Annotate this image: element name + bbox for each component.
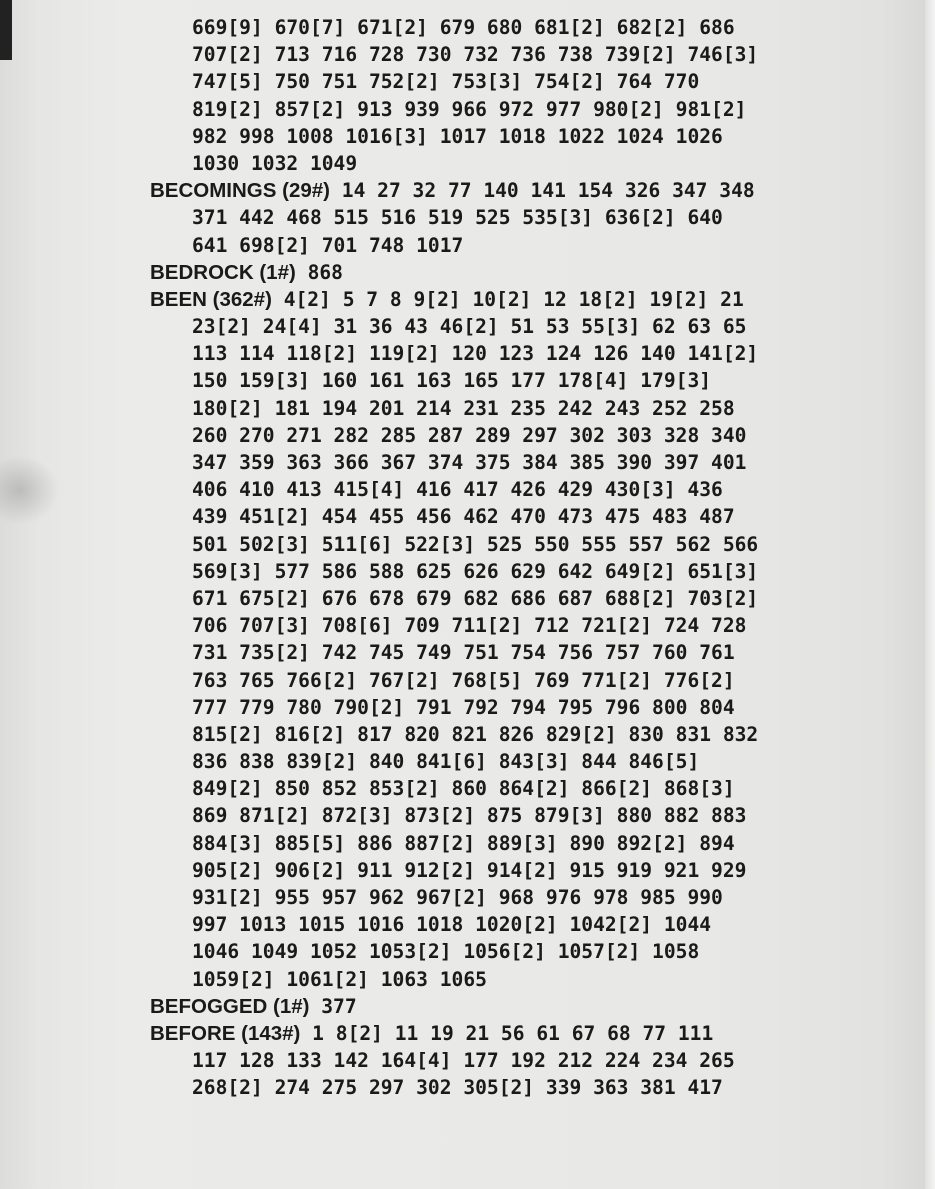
page-references: 763 765 766[2] 767[2] 768[5] 769 771[2] 776[2] (192, 668, 735, 692)
index-continuation-line (150, 204, 910, 231)
page-references: 997 1013 1015 1016 1018 1020[2] 1042[2] 1044 (192, 913, 712, 937)
page-references: 747[5] 750 751 752[2] 753[3] 754[2] 764 770 (192, 70, 700, 94)
page-references: 706 707[3] 708[6] 709 711[2] 712 721[2] 724 728 (192, 614, 747, 638)
index-continuation-line (150, 721, 910, 748)
index-continuation-line (150, 395, 910, 422)
page-references: 641 698[2] 701 748 1017 (192, 233, 464, 257)
entry-headword: BECOMINGS (29#) (150, 179, 330, 203)
page-references: 406 410 413 415[4] 416 417 426 429 430[3] 436 (192, 478, 723, 502)
index-entry-line (150, 993, 910, 1020)
page-references: 815[2] 816[2] 817 820 821 826 829[2] 830 831 832 (192, 722, 759, 746)
index-continuation-line (150, 313, 910, 340)
index-continuation-line (150, 802, 910, 829)
page-references: 268[2] 274 275 297 302 305[2] 339 363 381 417 (192, 1076, 723, 1100)
page-references: 150 159[3] 160 161 163 165 177 178[4] 179[3] (192, 369, 712, 393)
page-references: 905[2] 906[2] 911 912[2] 914[2] 915 919 921 929 (192, 858, 747, 882)
entry-headword: BEEN (362#) (150, 287, 272, 311)
page-references: 777 779 780 790[2] 791 792 794 795 796 800 804 (192, 695, 735, 719)
page-references: 707[2] 713 716 728 730 732 736 738 739[2] 746[3] (192, 43, 759, 67)
index-continuation-line (150, 966, 910, 993)
index-continuation-line (150, 340, 910, 367)
index-continuation-line (150, 1047, 910, 1074)
page-references: 117 128 133 142 164[4] 177 192 212 224 234 265 (192, 1049, 735, 1073)
page-references: 23[2] 24[4] 31 36 43 46[2] 51 53 55[3] 62 63 65 (192, 315, 747, 339)
page-references: 868 (295, 260, 343, 284)
page-references: 836 838 839[2] 840 841[6] 843[3] 844 846[5] (192, 750, 700, 774)
page-references: 819[2] 857[2] 913 939 966 972 977 980[2] 981[2] (192, 97, 747, 121)
index-continuation-line (150, 503, 910, 530)
page-references: 884[3] 885[5] 886 887[2] 889[3] 890 892[2] 894 (192, 831, 735, 855)
page-references: 439 451[2] 454 455 456 462 470 473 475 483 487 (192, 505, 735, 529)
page-references: 1059[2] 1061[2] 1063 1065 (192, 967, 487, 991)
index-continuation-line (150, 857, 910, 884)
index-continuation-line (150, 531, 910, 558)
page-references: 377 (309, 994, 357, 1018)
index-continuation-line (150, 884, 910, 911)
page-references: 1030 1032 1049 (192, 151, 358, 175)
page-references: 14 27 32 77 140 141 154 326 347 348 (329, 179, 755, 203)
index-entry-line (150, 259, 910, 286)
entry-headword: BEFOGGED (1#) (150, 994, 310, 1018)
page-references: 1046 1049 1052 1053[2] 1056[2] 1057[2] 1058 (192, 940, 700, 964)
page-references: 671 675[2] 676 678 679 682 686 687 688[2] 703[2] (192, 586, 759, 610)
concordance-index-list (150, 14, 910, 1102)
page-smudge (0, 455, 60, 525)
index-continuation-line (150, 150, 910, 177)
index-continuation-line (150, 911, 910, 938)
index-continuation-line (150, 694, 910, 721)
index-continuation-line (150, 449, 910, 476)
index-continuation-line (150, 938, 910, 965)
index-continuation-line (150, 14, 910, 41)
page-references: 931[2] 955 957 962 967[2] 968 976 978 985 990 (192, 886, 723, 909)
page-references: 569[3] 577 586 588 625 626 629 642 649[2] 651[3] (192, 559, 759, 583)
index-continuation-line (150, 775, 910, 802)
index-continuation-line (150, 558, 910, 585)
page-references: 113 114 118[2] 119[2] 120 123 124 126 140 141[2] (192, 342, 759, 366)
page-references: 501 502[3] 511[6] 522[3] 525 550 555 557 562 566 (192, 532, 759, 556)
index-continuation-line (150, 612, 910, 639)
page-references: 1 8[2] 11 19 21 56 61 67 68 77 111 (300, 1021, 714, 1045)
page-references: 849[2] 850 852 853[2] 860 864[2] 866[2] 868[3] (192, 777, 735, 801)
index-continuation-line (150, 123, 910, 150)
page-references: 180[2] 181 194 201 214 231 235 242 243 252 258 (192, 396, 735, 420)
index-continuation-line (150, 830, 910, 857)
page-references: 982 998 1008 1016[3] 1017 1018 1022 1024 1026 (192, 124, 723, 148)
index-entry-line (150, 286, 910, 313)
page-references: 731 735[2] 742 745 749 751 754 756 757 760 761 (192, 641, 735, 665)
page-references: 669[9] 670[7] 671[2] 679 680 681[2] 682[2] 686 (192, 16, 735, 39)
scan-edge-shadow (0, 0, 12, 60)
page-references: 347 359 363 366 367 374 375 384 385 390 397 401 (192, 451, 747, 474)
index-continuation-line (150, 41, 910, 68)
index-continuation-line (150, 96, 910, 123)
index-continuation-line (150, 639, 910, 666)
index-entry-line (150, 1020, 910, 1047)
index-continuation-line (150, 422, 910, 449)
index-continuation-line (150, 68, 910, 95)
index-continuation-line (150, 367, 910, 394)
page-references: 260 270 271 282 285 287 289 297 302 303 328 340 (192, 423, 747, 447)
page-references: 371 442 468 515 516 519 525 535[3] 636[2] 640 (192, 206, 723, 230)
entry-headword: BEFORE (143#) (150, 1021, 301, 1045)
entry-headword: BEDROCK (1#) (150, 260, 296, 284)
index-entry-line (150, 177, 910, 204)
index-continuation-line (150, 1074, 910, 1101)
index-continuation-line (150, 476, 910, 503)
index-continuation-line (150, 748, 910, 775)
page-references: 869 871[2] 872[3] 873[2] 875 879[3] 880 882 883 (192, 804, 747, 828)
index-continuation-line (150, 585, 910, 612)
index-continuation-line (150, 232, 910, 259)
index-continuation-line (150, 667, 910, 694)
page-right-edge (925, 0, 935, 1189)
page-references: 4[2] 5 7 8 9[2] 10[2] 12 18[2] 19[2] 21 (271, 287, 744, 311)
